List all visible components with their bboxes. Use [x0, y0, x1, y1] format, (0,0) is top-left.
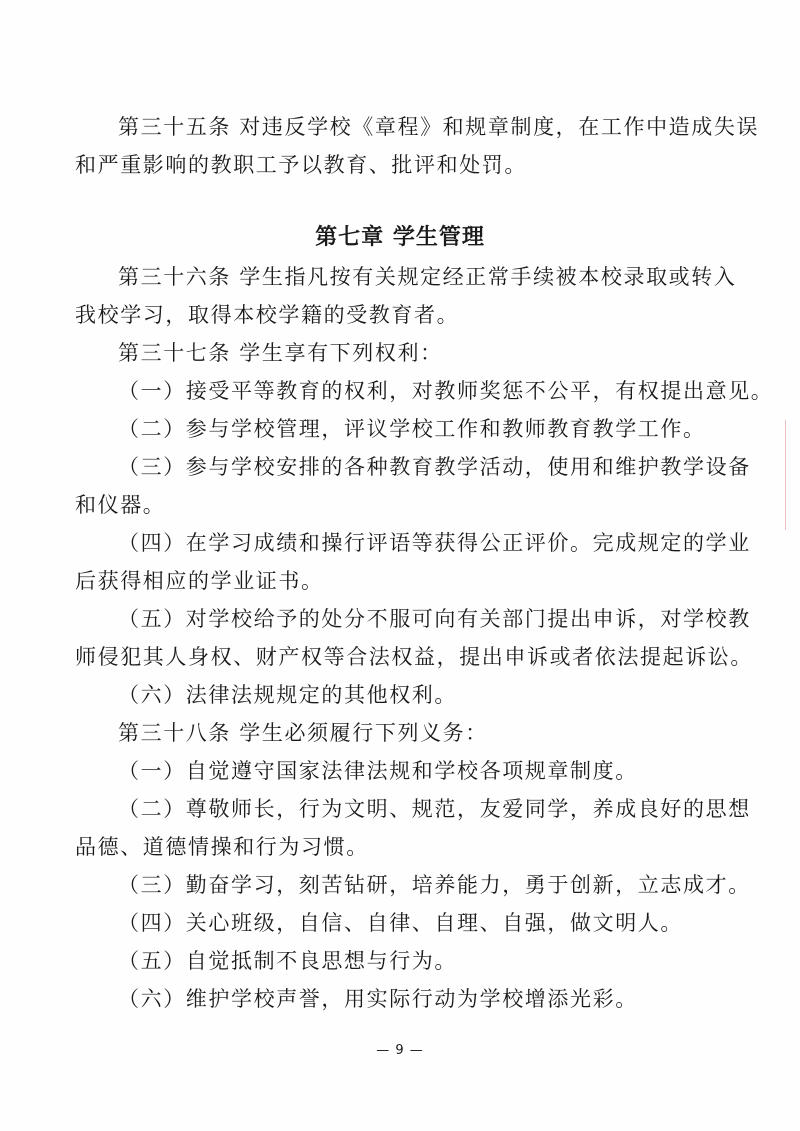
article-37-item-4-line-1: （四）在学习成绩和操行评语等获得公正评价。完成规定的学业 [118, 531, 751, 555]
article-38-item-2-line-2: 品德、道德情操和行为习惯。 [75, 835, 369, 859]
article-37-item-5-line-2: 师侵犯其人身权、财产权等合法权益，提出申诉或者依法提起诉讼。 [75, 645, 753, 669]
article-37-item-2: （二）参与学校管理，评议学校工作和教师教育教学工作。 [118, 417, 706, 441]
article-38-item-2-line-1: （二）尊敬师长，行为文明、规范，友爱同学，养成良好的思想 [118, 797, 751, 821]
article-35-line-2: 和严重影响的教职工予以教育、批评和处罚。 [75, 153, 527, 177]
seal-edge-mark [785, 420, 794, 530]
article-38-item-6: （六）维护学校声誉，用实际行动为学校增添光彩。 [118, 987, 638, 1011]
article-38-item-4: （四）关心班级，自信、自律、自理、自强，做文明人。 [118, 911, 683, 935]
article-37-item-6: （六）法律法规规定的其他权利。 [118, 683, 457, 707]
article-37-item-3-line-2: 和仪器。 [75, 493, 166, 517]
article-38-item-3: （三）勤奋学习，刻苦钻研，培养能力，勇于创新，立志成才。 [118, 873, 751, 897]
page-number: — 9 — [376, 1043, 424, 1058]
article-38-item-5: （五）自觉抵制不良思想与行为。 [118, 949, 457, 973]
chapter-heading: 第七章 学生管理 [315, 225, 485, 250]
article-35-line-1: 第三十五条 对违反学校《章程》和规章制度，在工作中造成失误 [118, 115, 760, 139]
article-37-title: 第三十七条 学生享有下列权利： [118, 341, 443, 365]
article-37-item-4-line-2: 后获得相应的学业证书。 [75, 569, 324, 593]
article-37-item-1: （一）接受平等教育的权利，对教师奖惩不公平，有权提出意见。 [118, 379, 774, 403]
article-38-item-1: （一）自觉遵守国家法律法规和学校各项规章制度。 [118, 759, 638, 783]
article-37-item-3-line-1: （三）参与学校安排的各种教育教学活动，使用和维护教学设备 [118, 455, 751, 479]
article-36-line-1: 第三十六条 学生指凡按有关规定经正常手续被本校录取或转入 [118, 265, 737, 289]
article-37-item-5-line-1: （五）对学校给予的处分不服可向有关部门提出申诉，对学校教 [118, 607, 751, 631]
article-38-title: 第三十八条 学生必须履行下列义务： [118, 721, 488, 745]
article-36-line-2: 我校学习，取得本校学籍的受教育者。 [75, 303, 460, 327]
